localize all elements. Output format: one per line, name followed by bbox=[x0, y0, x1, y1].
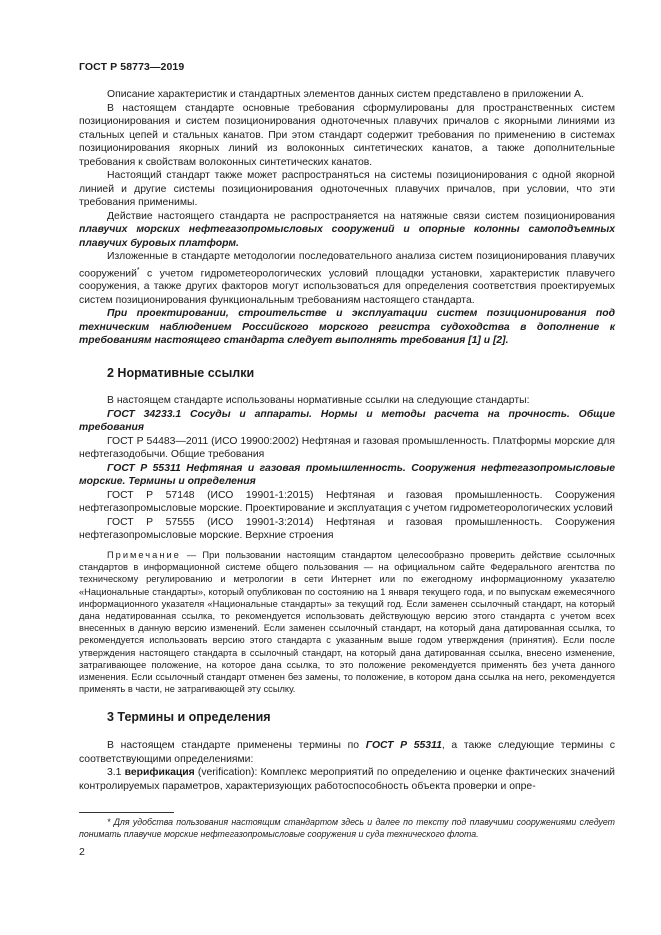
intro-section bbox=[79, 88, 615, 348]
document-header: ГОСТ Р 58773—2019 bbox=[79, 61, 185, 73]
term-3-1 bbox=[79, 766, 615, 793]
intro-paragraph-4-bold: плавучих морских нефтегазопромысловых сооружений и опорные колонны самоподъемных плавучих буровых платформ. bbox=[79, 224, 615, 249]
intro-paragraph-4 bbox=[79, 210, 615, 251]
note-block bbox=[79, 549, 615, 695]
intro-paragraph-1: Описание характеристик и стандартных элементов данных систем представлено в приложении А. bbox=[107, 89, 584, 100]
term-definition: (verification): Комплекс мероприятий по определению и оценке фактических значений контролируемых параметров, характеризующих работоспособность объекта проверки и опре- bbox=[79, 767, 615, 792]
section-2-lead: В настоящем стандарте использованы нормативные ссылки на следующие стандарты: bbox=[107, 395, 530, 406]
intro-paragraph-5-a: Изложенные в стандарте методологии последовательного анализа систем позиционирования плавучих сооружений bbox=[79, 251, 615, 279]
intro-paragraph-2: В настоящем стандарте основные требования сформулированы для пространственных систем позиционирования и систем позиционирования одноточечных плавучих причалов с якорными линиями из стальных цепей и стальных канатов. При этом стандарт содержит требования по применению в системах позиционирования якорных линий из волоконных синтетических канатов, а также дополнительные требования к свойствам волоконных синтетических канатов. bbox=[79, 102, 615, 168]
section-3-body bbox=[79, 739, 615, 793]
section-2-body bbox=[79, 394, 615, 543]
intro-paragraph-6: При проектировании, строительстве и эксплуатации систем позиционирования под техническим наблюдением Российского морского регистра судоходства в дополнение к требованиям настоящего стандарта следует выполнять требования [1] и [2]. bbox=[79, 308, 615, 347]
page-number: 2 bbox=[79, 846, 85, 858]
note-text: — При пользовании настоящим стандартом целесообразно проверить действие ссылочных стандартов в информационной системе общего пользования — на официальном сайте Федерального агентства по техническому регулированию и метрологии в сети Интернет или по ежегодному информационному указателю «Национальные стандарты», который опубликован по состоянию на 1 января текущего года, и по выпускам ежемесячного информационного указателя «Национальные стандарты» за текущий год. Если заменен ссылочный стандарт, на который дана недатированная ссылка, то рекомендуется использовать действующую версию этого стандарта с учетом всех внесенных в данную версию изменений. Если заменен ссылочный стандарт, на который дана датированная ссылка, то рекомендуется использовать версию этого стандарта с указанным выше годом утверждения (принятия). Если после утверждения настоящего стандарта в ссылочный стандарт, на который дана датированная ссылка, внесено изменение, затрагивающее положение, на которое дана ссылка, то это положение рекомендуется применять без учета данного изменения. Если ссылочный стандарт отменен без замены, то положение, в котором дана ссылка на него, рекомендуется применять в части, не затрагивающей эту ссылку. bbox=[79, 550, 615, 695]
reference-3: ГОСТ Р 55311 Нефтяная и газовая промышленность. Сооружения нефтегазопромысловые морские. Термины и определения bbox=[79, 462, 615, 487]
intro-paragraph-5-b: с учетом гидрометеорологических условий площадки установки, характеристик плавучего сооружения, а также других факторов могут использоваться для определения соответствия проектируемых систем позиционирования функциональным требованиям настоящего стандарта. bbox=[79, 267, 615, 306]
section-3-title: 3 Термины и определения bbox=[107, 710, 271, 724]
section-3-lead-b: , а также следующие термины с соответствующими определениями: bbox=[79, 740, 616, 765]
footnote-text: * Для удобства пользования настоящим стандартом здесь и далее по тексту под плавучими сооружениями следует понимать плавучие морские нефтегазопромысловые сооружения и суда технического флота. bbox=[79, 817, 615, 839]
section-3-lead bbox=[79, 739, 615, 766]
note-label: Примечание bbox=[107, 550, 181, 560]
section-2-title: 2 Нормативные ссылки bbox=[107, 366, 255, 380]
reference-4: ГОСТ Р 57148 (ИСО 19901-1:2015) Нефтяная и газовая промышленность. Сооружения нефтегазопромысловые морские. Проектирование и эксплуатация с учетом гидрометеорологических условий bbox=[79, 489, 615, 514]
intro-paragraph-4-plain: Действие настоящего стандарта не распространяется на натяжные связи систем позиционирования bbox=[107, 210, 615, 222]
intro-paragraph-5 bbox=[79, 250, 615, 307]
section-3-lead-bold: ГОСТ Р 55311 bbox=[365, 740, 442, 751]
intro-paragraph-3: Настоящий стандарт также может распространяться на системы позиционирования с одной якорной линией и другие системы позиционирования одноточечных плавучих причалов, при условии, что эти требования применимы. bbox=[79, 170, 615, 208]
note-paragraph bbox=[79, 549, 615, 695]
footnote bbox=[79, 816, 615, 840]
term-word: верификация bbox=[124, 767, 195, 778]
footnote-divider bbox=[79, 812, 174, 813]
reference-5: ГОСТ Р 57555 (ИСО 19901-3:2014) Нефтяная и газовая промышленность. Сооружения нефтегазопромысловые морские. Верхние строения bbox=[79, 516, 615, 541]
reference-2: ГОСТ Р 54483—2011 (ИСО 19900:2002) Нефтяная и газовая промышленность. Платформы морские для нефтегазодобычи. Общие требования bbox=[79, 435, 615, 460]
footnote-marker: * bbox=[136, 266, 140, 274]
section-3-lead-a: В настоящем стандарте применены термины по bbox=[107, 740, 366, 751]
reference-1: ГОСТ 34233.1 Сосуды и аппараты. Нормы и методы расчета на прочность. Общие требования bbox=[79, 408, 615, 433]
term-number: 3.1 bbox=[107, 767, 125, 778]
